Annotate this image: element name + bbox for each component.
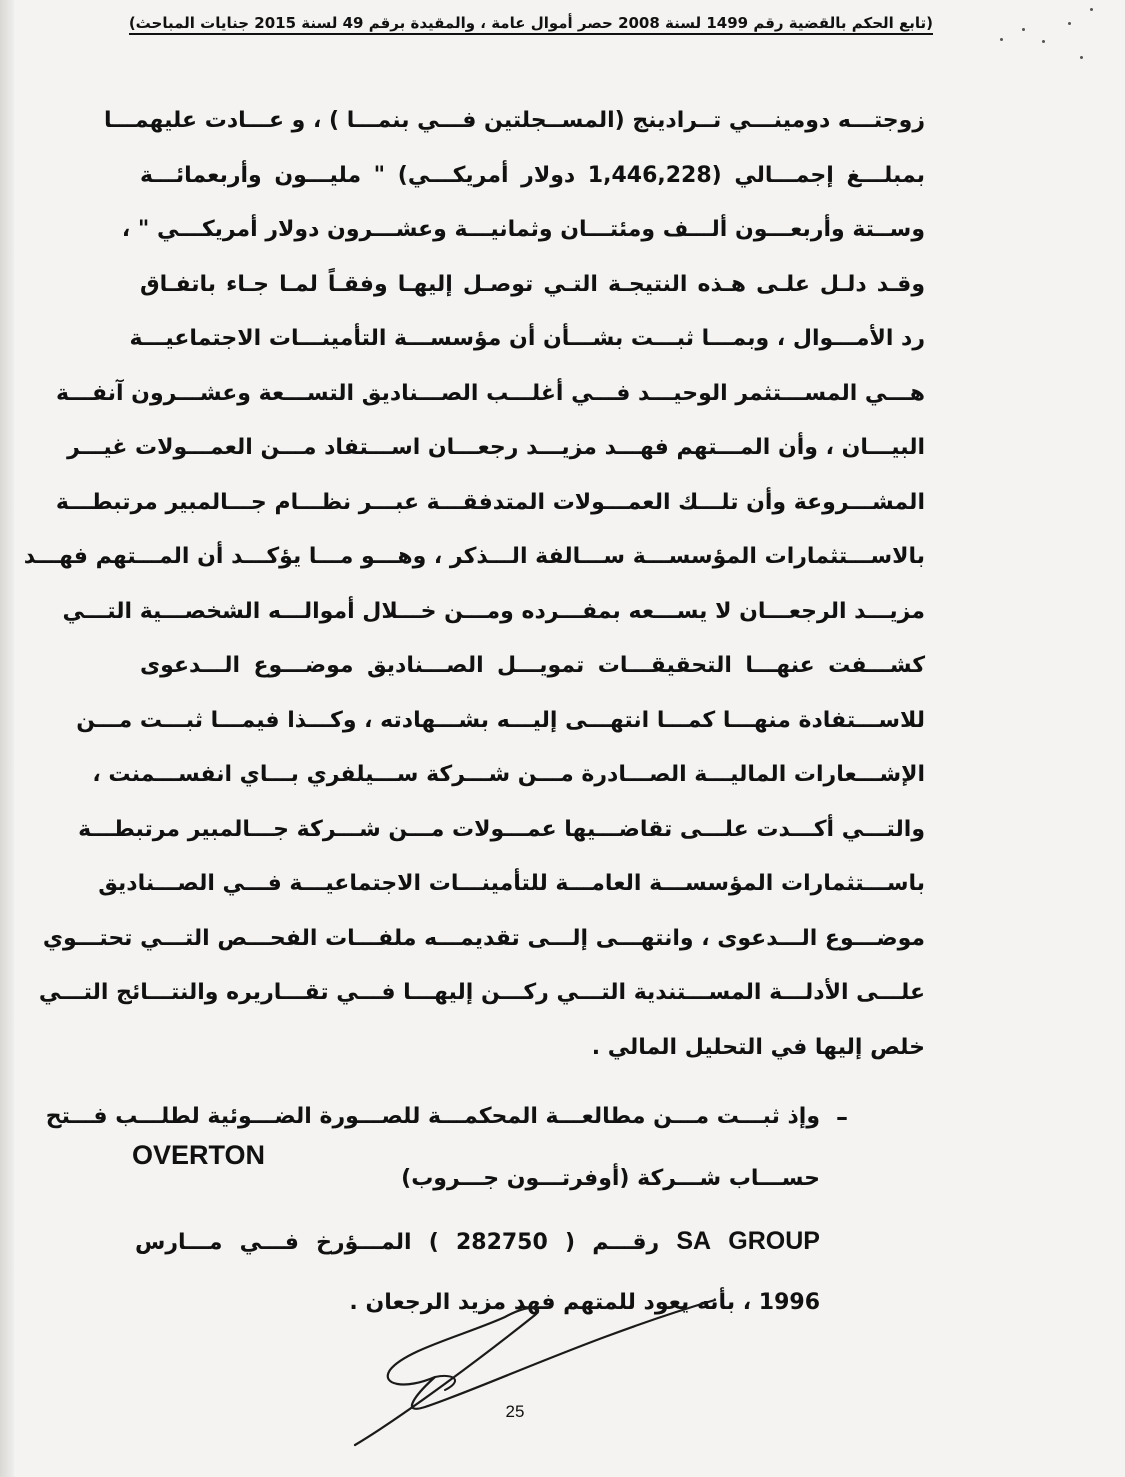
bullet-line-2-arabic: حســـاب شـــركة (أوفرتـــون جـــروب) <box>401 1166 820 1191</box>
scan-speck <box>1042 40 1045 43</box>
body-line: للاســـتفادة منهـــا كمـــا انتهـــى إليـــه بشـــهادته ، وكـــذا فيمـــا ثبـــت مـــن <box>76 707 925 733</box>
body-line: هـــي المســـتثمر الوحيـــد فـــي أغلـــب الصـــناديق التســـعة وعشـــرون آنفـــة <box>55 380 925 406</box>
body-line: بالاســـتثمارات المؤسســـة ســـالفة الـــذكر ، وهـــو مـــا يؤكـــد أن المـــتهم فهـــد <box>23 544 925 569</box>
body-line: رد الأمـــوال ، وبمـــا ثبـــت بشـــأن أن مؤسســـة التأمينـــات الاجتماعيـــة <box>129 326 925 351</box>
company-sa: SA <box>676 1227 712 1255</box>
scan-speck <box>1000 38 1003 41</box>
scan-speck <box>1068 22 1071 25</box>
handwritten-signature <box>345 1295 725 1455</box>
body-line: والتـــي أكـــدت علـــى تقاضـــيها عمـــولات مـــن شـــركة جـــالمبير مرتبطـــة <box>78 816 925 842</box>
company-overton: OVERTON <box>132 1140 266 1170</box>
body-line: كشـــفت عنهـــا التحقيقـــات تمويـــل الصـــناديق موضـــوع الـــدعوى <box>140 653 925 678</box>
body-line: البيـــان ، وأن المـــتهم فهـــد مزيـــد رجعـــان اســـتفاد مـــن العمـــولات غيـــر <box>67 435 925 460</box>
body-line: زوجتـــه دومينـــي تــرادينج (المســجلتين فـــي بنمـــا ) ، و عـــادت عليهمـــا <box>103 108 925 133</box>
body-line: الإشـــعارات الماليـــة الصـــادرة مـــن شـــركة ســـيلفري بـــاي انفســـمنت ، <box>92 762 925 787</box>
bullet-dash: – <box>836 1103 848 1131</box>
page-number: 25 <box>505 1402 525 1421</box>
scan-speck <box>1090 8 1093 11</box>
body-line: وقـد دلـل علـى هـذه النتيجـة التـي توصـل إليهـا وفقـاً لمـا جـاء باتفـاق <box>140 271 925 297</box>
body-line: موضـــوع الـــدعوى ، وانتهـــى إلـــى تقديمـــه ملفـــات الفحـــص التـــي تحتـــوي <box>42 925 925 951</box>
document-body <box>23 94 926 1075</box>
body-line: وســتة وأربعـــون ألـــف ومئتـــان وثمانيـــة وعشـــرون دولار أمريكـــي " ، <box>121 217 925 242</box>
scan-speck <box>1022 28 1025 31</box>
company-group: GROUP <box>728 1227 820 1255</box>
scan-speck <box>1080 56 1083 59</box>
body-line: علـــى الأدلـــة المســـتندية التـــي ركـــن إليهـــا فـــي تقـــاريره والنتـــائج التـــي <box>38 980 925 1005</box>
body-line: بمبلـــغ إجمـــالي (1,446,228 دولار أمريكـــي) " مليـــون وأربعمائـــة <box>140 162 926 188</box>
bullet-line-1: وإذ ثبـــت مـــن مطالعـــة المحكمـــة للصـــورة الضـــوئية لطلـــب فـــتح <box>45 1104 820 1129</box>
body-line: المشـــروعة وأن تلـــك العمـــولات المتدفقـــة عبـــر نظـــام جـــالمبير مرتبطـــة <box>55 489 925 515</box>
body-line: باســـتثمارات المؤسســـة العامـــة للتأمينـــات الاجتماعيـــة فـــي الصـــناديق <box>98 871 925 896</box>
case-header: (تابع الحكم بالقضية رقم 1499 لسنة 2008 حصر أموال عامة ، والمقيدة برقم 49 لسنة 2015 جنايات المباحث) <box>129 14 933 35</box>
body-line-last: خلص إليها في التحليل المالي . <box>591 1034 925 1060</box>
body-line: مزيـــد الرجعـــان لا يســـعه بمفـــرده ومـــن خـــلال أموالـــه الشخصـــية التـــي <box>62 598 925 624</box>
bullet-line-3 <box>135 1210 820 1272</box>
page-edge-shadow <box>0 0 14 1477</box>
bullet-line-4: 1996 ، بأنه يعود للمتهم فهد مزيد الرجعان . <box>349 1290 820 1315</box>
bullet-line-3-arabic: رقـــم ( 282750 ) المـــؤرخ فـــي مـــارس <box>135 1230 660 1255</box>
